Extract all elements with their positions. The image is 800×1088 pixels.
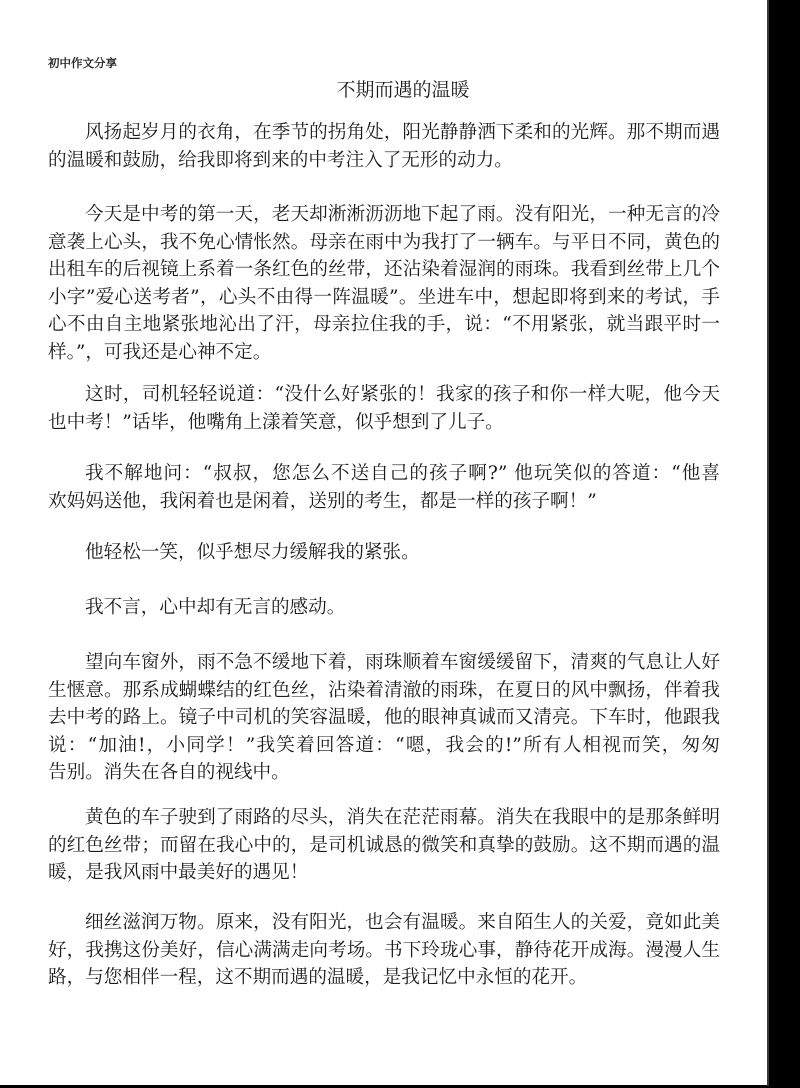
paragraph-line: 样。”，可我还是心神不定。 bbox=[48, 341, 272, 363]
paragraph-line: 他轻松一笑，似乎想尽力缓解我的紧张。 bbox=[85, 542, 420, 563]
paragraph-line: 今天是中考的第一天，老天却淅淅沥沥地下起了雨。没有阳光，一种无言的冷 bbox=[85, 204, 720, 225]
paragraph-line: 告别。消失在各自的视线中。 bbox=[48, 762, 290, 784]
paragraph-line: 路，与您相伴一程，这不期而遇的温暖，是我记忆中永恒的花开。 bbox=[48, 967, 588, 989]
paragraph-line: 的红色丝带；而留在我心中的，是司机诚恳的微笑和真挚的鼓励。这不期而遇的温 bbox=[48, 834, 720, 856]
paragraph-line: 黄色的车子驶到了雨路的尽头，消失在茫茫雨幕。消失在我眼中的是那条鲜明 bbox=[85, 807, 720, 828]
paragraph-line: 小字”爱心送考者”，心头不由得一阵温暖”。坐进车中，想起即将到来的考试，手 bbox=[48, 286, 720, 308]
paragraph-line: 意袭上心头，我不免心情怅然。母亲在雨中为我打了一辆车。与平日不同，黄色的 bbox=[48, 231, 720, 253]
paragraph-line: 也中考！”话毕，他嘴角上漾着笑意，似乎想到了儿子。 bbox=[48, 411, 504, 433]
paragraph-line: 心不由自主地紧张地沁出了汗，母亲拉住我的手，说：“不用紧张，就当跟平时一 bbox=[48, 314, 720, 336]
paragraph-line: 欢妈妈送他，我闲着也是闲着，送别的考生，都是一样的孩子啊！” bbox=[48, 490, 597, 512]
paragraph-line: 暖，是我风雨中最美好的遇见！ bbox=[48, 862, 309, 884]
paragraph-line: 细丝滋润万物。原来，没有阳光，也会有温暖。来自陌生人的关爱，竟如此美 bbox=[85, 912, 720, 933]
paragraph-line: 的温暖和鼓励，给我即将到来的中考注入了无形的动力。 bbox=[48, 149, 513, 171]
paragraph-line: 我不解地问：“叔叔，您怎么不送自己的孩子啊?” 他玩笑似的答道：“他喜 bbox=[85, 463, 720, 484]
paragraph-line: 这时，司机轻轻说道：“没什么好紧张的！我家的孩子和你一样大呢，他今天 bbox=[85, 384, 720, 405]
document-title: 不期而遇的温暖 bbox=[336, 79, 470, 101]
paragraph-1 bbox=[48, 119, 720, 174]
paragraph-9 bbox=[48, 909, 720, 992]
header-label: 初中作文分享 bbox=[48, 56, 117, 70]
paragraph-8 bbox=[48, 804, 720, 887]
paragraph-line: 我不言，心中却有无言的感动。 bbox=[85, 597, 346, 618]
paragraph-line: 说：“加油!，小同学！”我笑着回答道：“嗯，我会的!”所有人相视而笑，匆匆 bbox=[48, 734, 720, 756]
paragraph-3 bbox=[48, 381, 720, 436]
paragraph-4 bbox=[48, 460, 720, 515]
paragraph-line: 出租车的后视镜上系着一条红色的丝带，还沾染着湿润的雨珠。我看到丝带上几个 bbox=[48, 259, 720, 281]
paragraph-2 bbox=[48, 201, 720, 367]
paragraph-line: 生惬意。那系成蝴蝶结的红色丝，沾染着清澈的雨珠，在夏日的风中飘扬，伴着我 bbox=[48, 679, 720, 701]
paragraph-6 bbox=[48, 594, 720, 622]
paragraph-line: 风扬起岁月的衣角，在季节的拐角处，阳光静静洒下柔和的光辉。那不期而遇 bbox=[85, 122, 720, 143]
paragraph-line: 好，我携这份美好，信心满满走向考场。书下玲珑心事，静待花开成海。漫漫人生 bbox=[48, 939, 720, 961]
paragraph-5 bbox=[48, 539, 720, 567]
paragraph-7 bbox=[48, 649, 720, 787]
paragraph-line: 去中考的路上。镜子中司机的笑容温暖，他的眼神真诚而又清亮。下车时，他跟我 bbox=[48, 707, 720, 729]
paragraph-line: 望向车窗外，雨不急不缓地下着，雨珠顺着车窗缓缓留下，清爽的气息让人好 bbox=[85, 652, 720, 673]
page-edge-divider bbox=[767, 0, 769, 1086]
